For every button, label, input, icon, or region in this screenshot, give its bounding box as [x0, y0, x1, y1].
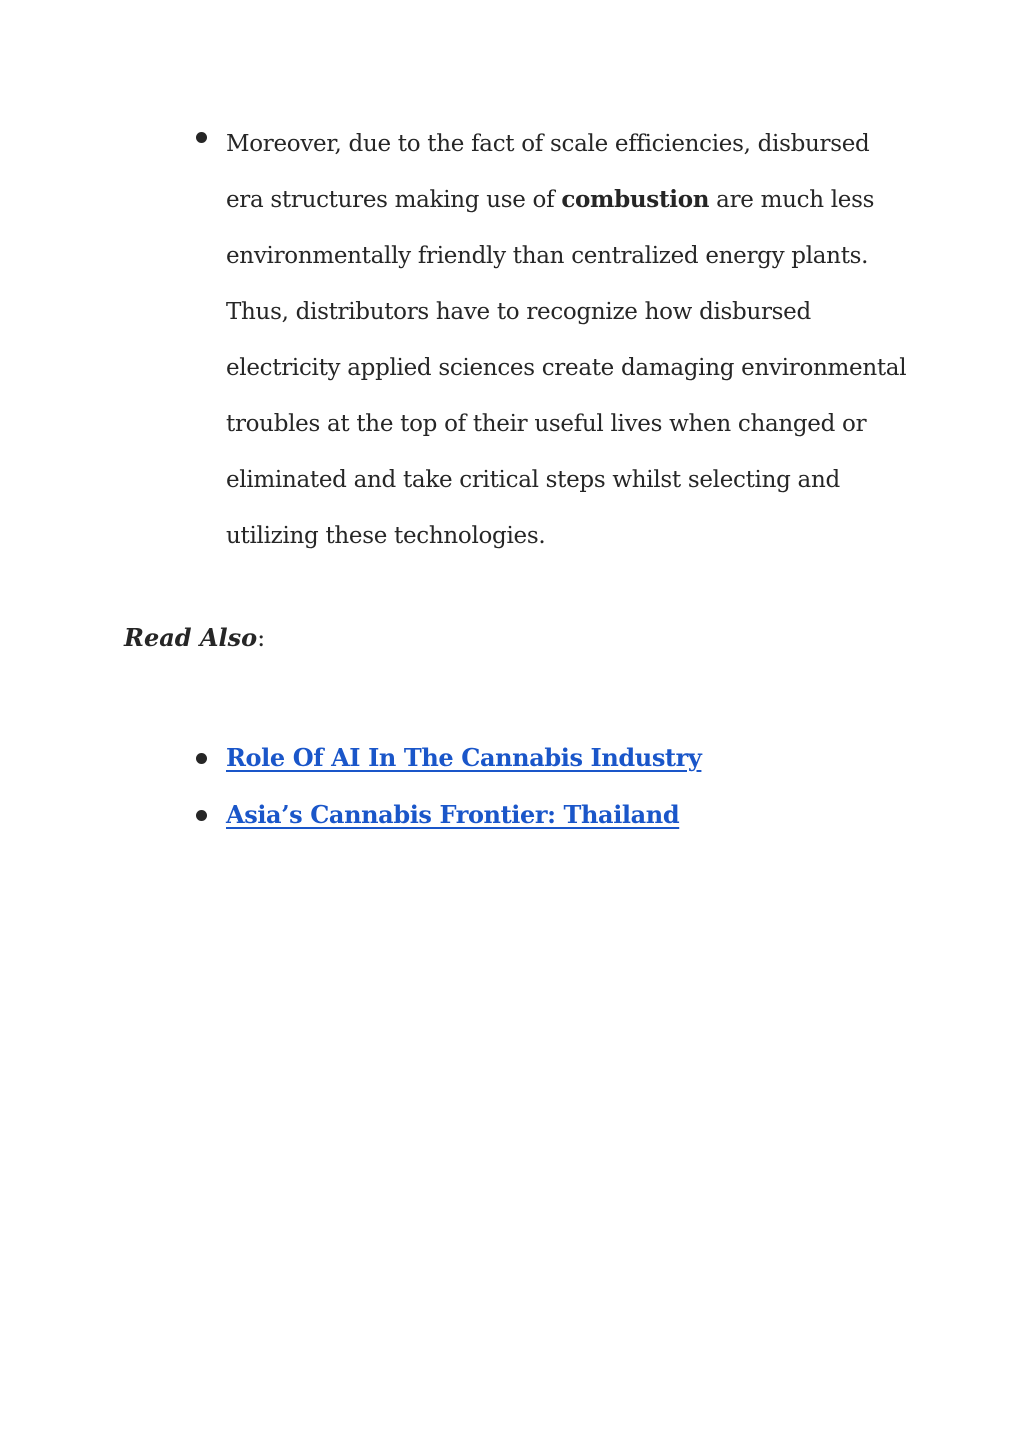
paragraph-line: utilizing these technologies. [226, 523, 546, 549]
paragraph-line: eliminated and take critical steps whilst selecting and [226, 467, 840, 493]
read-also-colon: : [257, 624, 266, 652]
paragraph-text: are much less [709, 187, 875, 213]
paragraph-line: Thus, distributors have to recognize how disbursed [226, 299, 811, 325]
link-asia-cannabis-frontier[interactable]: Asia’s Cannabis Frontier: Thailand [226, 800, 680, 829]
bold-keyword: combustion [561, 186, 710, 213]
bullet-icon [196, 132, 207, 143]
paragraph-line: environmentally friendly than centralized energy plants. [226, 243, 869, 269]
paragraph-line: electricity applied sciences create damaging environmental [226, 355, 907, 381]
bullet-icon [196, 810, 207, 821]
paragraph-line [226, 172, 916, 228]
paragraph-line: troubles at the top of their useful lives when changed or [226, 411, 867, 437]
bullet-paragraph [226, 116, 916, 564]
read-also-label: Read Also [124, 623, 258, 652]
paragraph-text: era structures making use of [226, 187, 562, 213]
paragraph-line: Moreover, due to the fact of scale efficiencies, disbursed [226, 131, 870, 157]
link-role-of-ai[interactable]: Role Of AI In The Cannabis Industry [226, 743, 702, 772]
read-also-heading [124, 618, 265, 658]
bullet-icon [196, 753, 207, 764]
